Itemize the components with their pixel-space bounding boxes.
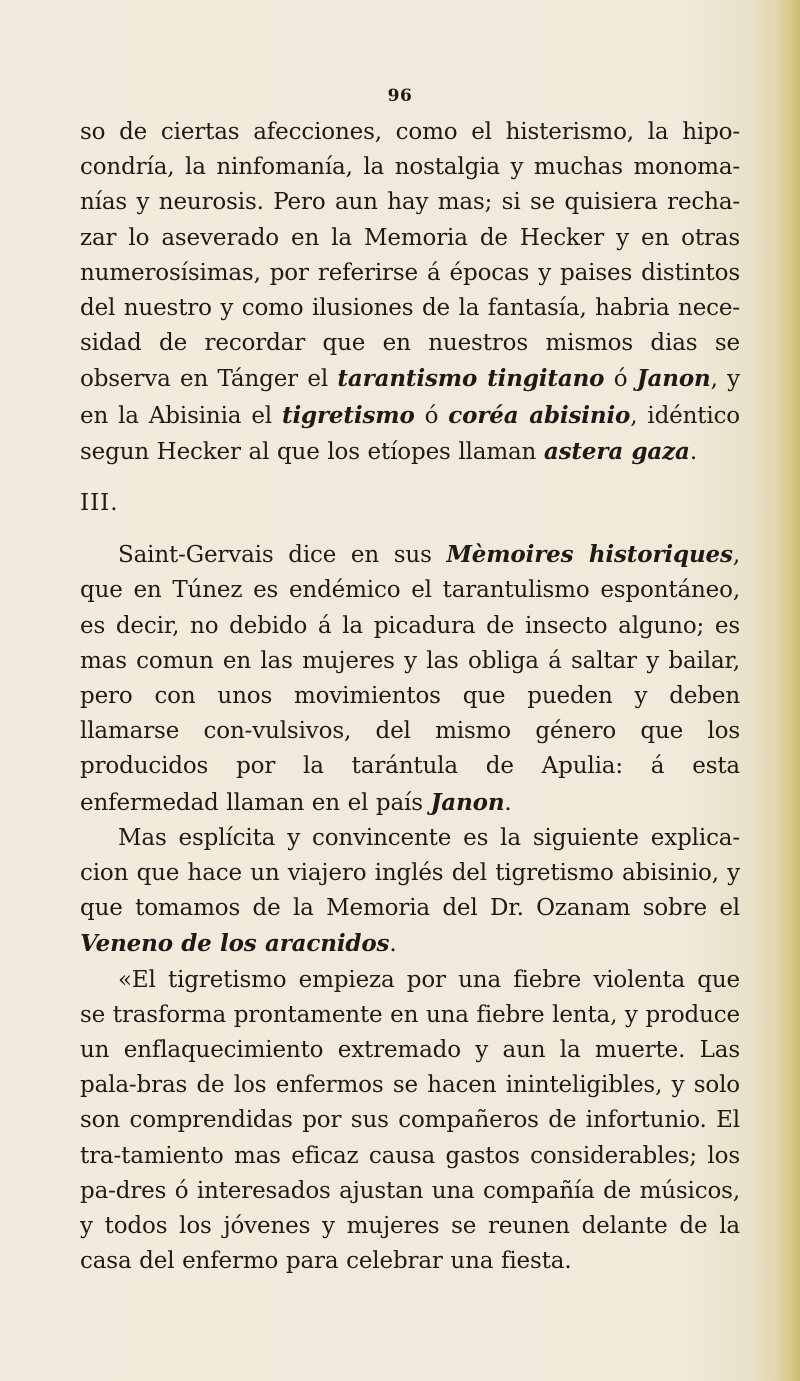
italic-term: Veneno de los aracnidos (80, 930, 390, 958)
italic-term: Mèmoires historiques (446, 541, 733, 569)
page-number: 96 (387, 86, 413, 106)
text-run: Saint-Gervais dice en sus (118, 542, 447, 569)
text-run: , que en Túnez es endémico el tarantulismo espontáneo, es decir, no debido á la picadura de insecto alguno; es mas comun en las mujeres y las obliga á saltar y bailar, pero con unos movimientos que pueden y deben llamarse con-vulsivos, del mismo género que los producidos por la tarántula de Apulia: á esta enfermedad llaman en el país (80, 542, 740, 816)
text-run: so de ciertas afecciones, como el histerismo, la hipo-condría, la ninfomanía, la nostalgia y muchas monoma-nías y neurosis. Pero aun hay mas; si se quisiera recha-zar lo aseverado en la Memoria de Hecker y en otras numerosísimas, por referirse á épocas y paises distintos del nuestro y como ilusiones de la fantasía, habria nece-sidad de recordar que en nuestros mismos dias se observa en Tánger el (80, 119, 740, 393)
italic-term: astera gaza (543, 437, 690, 465)
italic-term: Janon (636, 365, 711, 393)
text-run: ó (604, 366, 637, 393)
italic-term: tigretismo (281, 401, 415, 429)
text-run: ó (414, 402, 449, 429)
paragraph-1 (80, 115, 740, 470)
italic-term: coréa abisinio (448, 401, 631, 429)
text-run: . (689, 438, 697, 465)
text-run: , idéntico segun Hecker al que los etíopes llaman (80, 402, 740, 465)
text-run: Mas esplícita y convincente es la siguiente explica-cion que hace un viajero inglés del tigretismo abisinio, y que tomamos de la Memoria del Dr. Ozanam sobre el (80, 824, 740, 922)
text-run: . (389, 931, 397, 958)
paragraph-3 (80, 821, 740, 963)
section-heading: III. (80, 490, 119, 517)
paragraph-4 (80, 963, 740, 1280)
text-run: «El tigretismo empieza por una fiebre violenta que se trasforma prontamente en una fiebre lenta, y produce un enflaquecimiento extremado y aun la muerte. Las pala-bras de los enfermos se hacen ininteligibles, y solo son comprendidas por sus compañeros de infortunio. El tra-tamiento mas eficaz causa gastos considerables; los pa-dres ó interesados ajustan una compañía de músicos, y todos los jóvenes y mujeres se reunen delante de la casa del enfermo para celebrar una fiesta. (80, 966, 740, 1275)
italic-term: Janon (430, 788, 505, 816)
body-text (80, 115, 740, 1280)
italic-term: tarantismo tingitano (337, 365, 605, 393)
text-run: , y en la Abisinia el (80, 366, 740, 429)
text-run: . (504, 789, 512, 816)
page-edge-shading (774, 0, 800, 1381)
paragraph-2 (80, 537, 740, 821)
